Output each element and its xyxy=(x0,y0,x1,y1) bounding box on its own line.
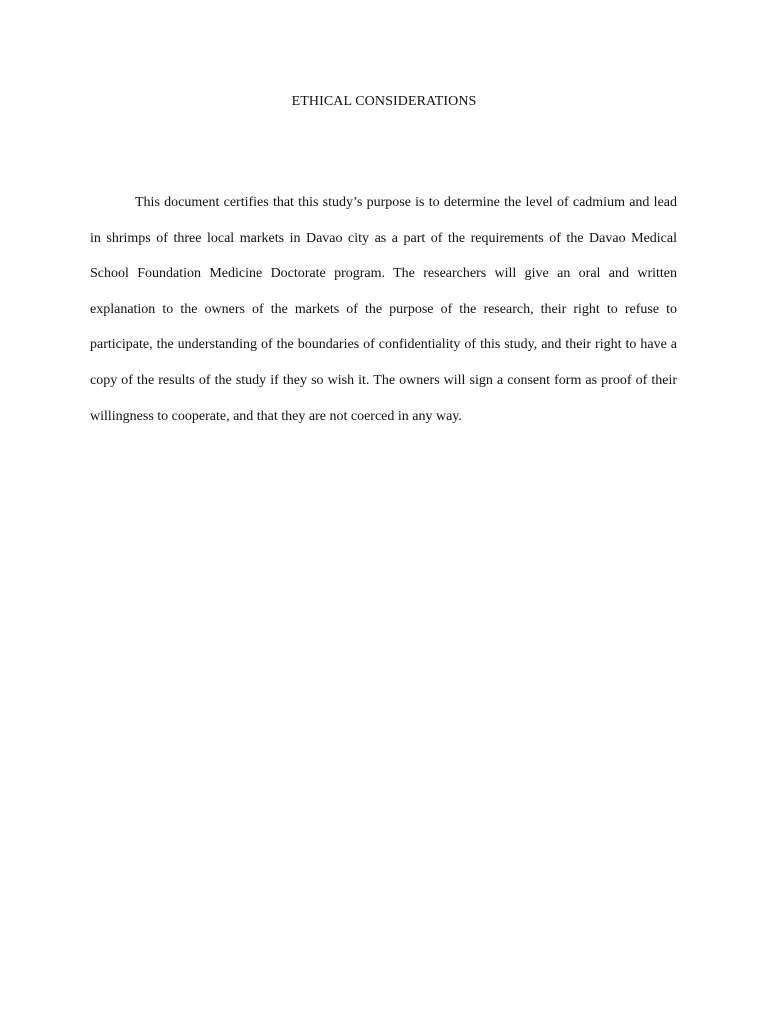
page-title: ETHICAL CONSIDERATIONS xyxy=(291,94,477,109)
body-paragraph: This document certifies that this study’s purpose is to determine the level of cadmium and lead in shrimps of three local markets in Davao city as a part of the requirements of the Davao Medical School Foundation Medicine Doctorate program. The researchers will give an oral and written explanation to the owners of the markets of the purpose of the research, their right to refuse to participate, the understanding of the boundaries of confidentiality of this study, and their right to have a copy of the results of the study if they so wish it. The owners will sign a consent form as proof of their willingness to cooperate, and that they are not coerced in any way. xyxy=(90,195,677,424)
